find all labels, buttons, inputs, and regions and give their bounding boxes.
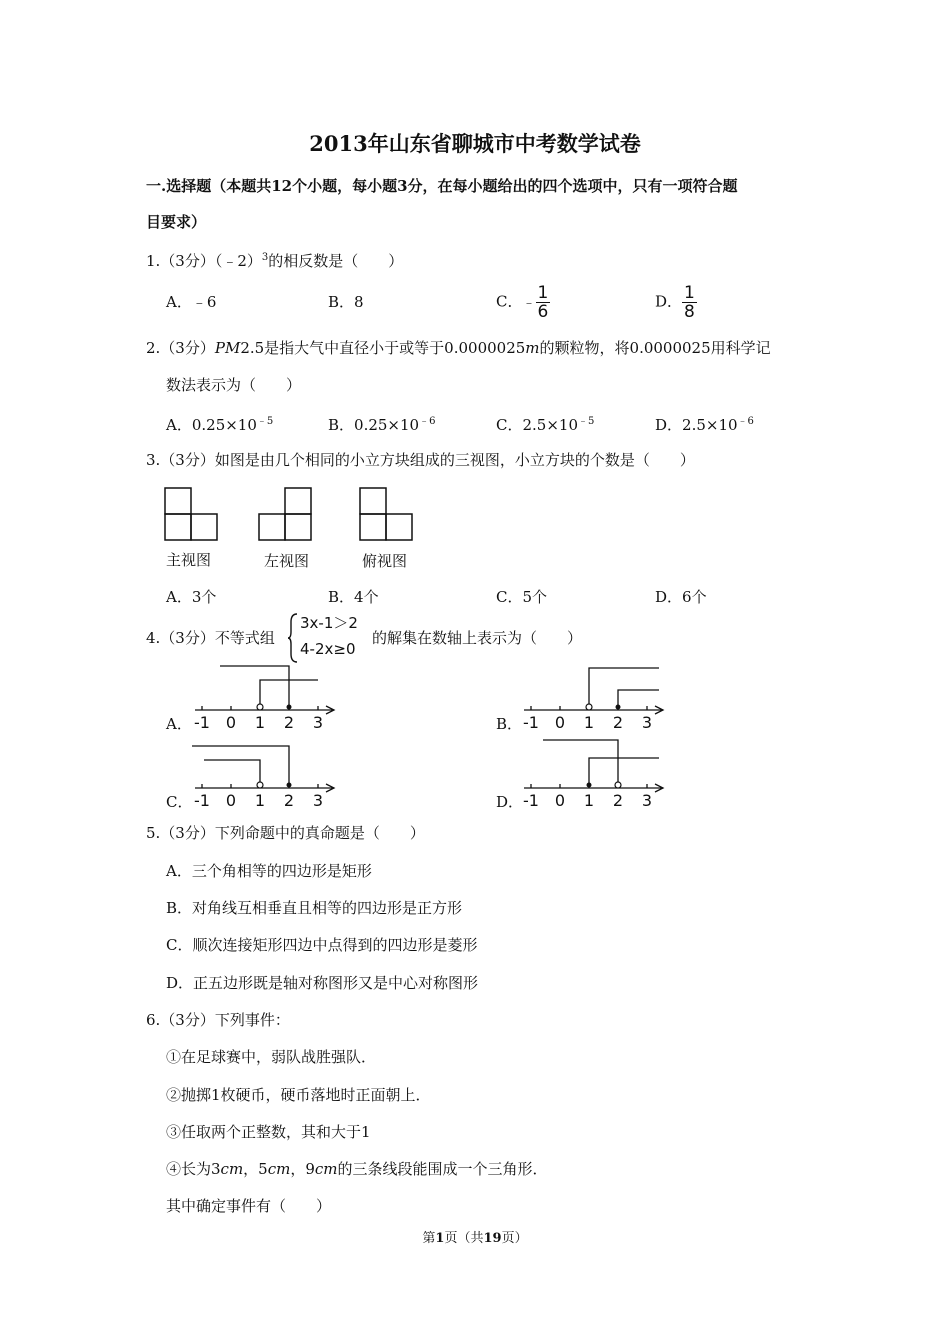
- q1-exponent: 3: [261, 252, 269, 263]
- tick-label: 3: [312, 791, 324, 810]
- brace-icon: [287, 612, 299, 664]
- top-view-square: [360, 488, 386, 514]
- q1-d-fraction: [682, 284, 697, 321]
- q6-e4-unit: cm: [267, 1160, 291, 1178]
- open-dot-a: [257, 704, 263, 710]
- tick-label: -1: [194, 791, 210, 810]
- q6-e4-unit: cm: [314, 1160, 338, 1178]
- tick-label: 2: [612, 791, 624, 810]
- question-5-stem: 5.（3分）下列命题中的真命题是（ ）: [146, 824, 425, 842]
- q3-option-a: A．3个: [166, 588, 217, 606]
- solution-ray-a2: [220, 666, 289, 707]
- solution-ray-d2: [543, 740, 618, 785]
- q2-d-exp: ﹣6: [737, 416, 754, 427]
- left-view-square: [259, 514, 285, 540]
- q1-c-denominator: 6: [537, 302, 549, 322]
- q2-option-b: [328, 412, 435, 435]
- solution-ray-b2: [618, 690, 659, 707]
- q2-d-base: D．2.5×10: [655, 416, 738, 434]
- q6-e4-part-d: 的三条线段能围成一个三角形．: [337, 1160, 548, 1178]
- q2-pm: PM: [214, 339, 241, 357]
- page-footer: [0, 1227, 950, 1246]
- q3-option-c: C．5个: [496, 588, 548, 606]
- q1-option-b: B．8: [328, 293, 364, 311]
- q2-unit-m: m: [525, 339, 540, 357]
- q6-event-3: ③任取两个正整数，其和大于1: [166, 1123, 371, 1141]
- left-view-square: [285, 514, 311, 540]
- footer-page-number: 1: [435, 1231, 445, 1246]
- front-view-square: [191, 514, 217, 540]
- question-3-stem: 3.（3分）如图是由几个相同的小立方块组成的三视图，小立方块的个数是（ ）: [146, 451, 695, 469]
- front-view-caption: 主视图: [166, 551, 212, 569]
- tick-label: 0: [554, 791, 566, 810]
- q6-e4-part-c: ，9: [290, 1160, 315, 1178]
- footer-total-pages: 19: [483, 1231, 502, 1246]
- q2-b-base: B．0.25×10: [328, 416, 420, 434]
- footer-mid: 页（共: [444, 1231, 484, 1246]
- front-view-square: [165, 488, 191, 514]
- open-dot-c: [257, 782, 263, 788]
- tick-label: 2: [283, 713, 295, 732]
- question-2-stem-line2: 数法表示为（ ）: [166, 376, 302, 394]
- tick-label: -1: [523, 713, 539, 732]
- q1-c-fraction: [536, 284, 551, 321]
- question-1-stem: [146, 250, 403, 271]
- q6-e4-part-a: ④长为3: [166, 1160, 221, 1178]
- question-6-stem: 6.（3分）下列事件：: [146, 1011, 290, 1029]
- q2-c-exp: ﹣5: [578, 416, 595, 427]
- question-2-stem-line1: [146, 337, 771, 358]
- solution-ray-c2: [192, 746, 289, 785]
- q6-e4-part-b: ，5: [243, 1160, 268, 1178]
- section-heading-line2: 目要求）: [146, 213, 207, 231]
- q1-d-numerator: 1: [684, 283, 695, 303]
- tick-label: 0: [225, 791, 237, 810]
- q6-e4-unit: cm: [220, 1160, 244, 1178]
- q6-tail: 其中确定事件有（ ）: [166, 1197, 332, 1215]
- q2-option-a: [166, 412, 273, 435]
- tick-label: 1: [583, 791, 595, 810]
- q2-a-exp: ﹣5: [256, 416, 274, 427]
- tick-label: 3: [641, 791, 653, 810]
- number-line-a: [190, 662, 342, 732]
- open-dot-b: [586, 704, 592, 710]
- tick-label: 1: [254, 791, 266, 810]
- q2-a-base: A．0.25×10: [166, 416, 257, 434]
- top-view-square: [386, 514, 412, 540]
- number-line-d: [519, 732, 671, 810]
- solution-ray-b1: [589, 668, 659, 707]
- front-view-square: [165, 514, 191, 540]
- q2-option-d: [655, 412, 754, 435]
- q1-stem-post: 的相反数是（ ）: [268, 252, 404, 270]
- q3-option-d: D．6个: [655, 588, 707, 606]
- q1-c-sign: ﹣: [522, 295, 536, 311]
- q1-d-label: D．: [655, 292, 683, 311]
- section-heading-line1: 一.选择题（本题共12个小题，每小题3分，在每小题给出的四个选项中，只有一项符合题: [146, 177, 738, 195]
- q5-option-c: C．顺次连接矩形四边中点得到的四边形是菱形: [166, 936, 478, 954]
- q5-option-a: A．三个角相等的四边形是矩形: [166, 862, 372, 880]
- tick-label: 3: [641, 713, 653, 732]
- q2-b-exp: ﹣6: [419, 416, 436, 427]
- solid-dot-c: [287, 783, 292, 788]
- tick-label: -1: [523, 791, 539, 810]
- q1-stem-pre: 1.（3分）（﹣2）: [146, 252, 262, 270]
- q1-d-denominator: 8: [684, 302, 695, 322]
- tick-label: 1: [583, 713, 595, 732]
- tick-label: 0: [554, 713, 566, 732]
- q2-c-base: C．2.5×10: [496, 416, 578, 434]
- question-4-stem-post: 的解集在数轴上表示为（ ）: [372, 629, 583, 647]
- footer-pre: 第: [422, 1231, 436, 1246]
- q1-option-c: [496, 284, 550, 321]
- q2-part-b: 2.5是指大气中直径小于或等于0.0000025: [240, 339, 526, 357]
- inequality-2: 4-2x≥0: [300, 640, 356, 658]
- q4-option-d-label: D．: [496, 793, 524, 811]
- q2-part-a: 2.（3分）: [146, 339, 215, 357]
- q6-event-2: ②抛掷1枚硬币，硬币落地时正面朝上．: [166, 1086, 431, 1104]
- q3-option-b: B．4个: [328, 588, 379, 606]
- tick-label: 3: [312, 713, 324, 732]
- solid-dot-b: [616, 705, 621, 710]
- number-line-b: [519, 662, 671, 732]
- solution-ray-d1: [589, 758, 659, 785]
- left-view-caption: 左视图: [264, 552, 310, 570]
- q4-option-c-label: C．: [166, 793, 193, 811]
- q2-part-c: 的颗粒物，将0.0000025用科学记: [539, 339, 771, 357]
- question-4-stem-pre: 4.（3分）不等式组: [146, 629, 275, 647]
- footer-post: 页）: [501, 1231, 528, 1246]
- q5-option-b: B．对角线互相垂直且相等的四边形是正方形: [166, 899, 463, 917]
- solution-ray-c1: [204, 760, 260, 785]
- q5-option-d: D．正五边形既是轴对称图形又是中心对称图形: [166, 974, 479, 992]
- top-view-caption: 俯视图: [362, 552, 408, 570]
- solid-dot-d: [587, 783, 592, 788]
- q1-c-label: C．: [496, 292, 523, 311]
- q1-c-numerator: 1: [537, 283, 549, 303]
- open-dot-d: [615, 782, 621, 788]
- q6-event-4: [166, 1158, 548, 1179]
- tick-label: 1: [254, 713, 266, 732]
- tick-label: 2: [283, 791, 295, 810]
- q4-option-b-label: B．: [496, 715, 523, 733]
- tick-label: 0: [225, 713, 237, 732]
- page-title: 2013年山东省聊城市中考数学试卷: [309, 131, 641, 156]
- top-view-square: [360, 514, 386, 540]
- left-view-square: [285, 488, 311, 514]
- q1-option-a: A．﹣6: [166, 293, 217, 311]
- q6-event-1: ①在足球赛中，弱队战胜强队．: [166, 1048, 377, 1066]
- solid-dot-a: [287, 705, 292, 710]
- q4-option-a-label: A．: [166, 715, 192, 733]
- tick-label: 2: [612, 713, 624, 732]
- inequality-1: 3x-1＞2: [300, 614, 358, 632]
- tick-label: -1: [194, 713, 210, 732]
- q1-option-d: [655, 284, 697, 321]
- number-line-c: [190, 740, 342, 810]
- q2-option-c: [496, 412, 594, 435]
